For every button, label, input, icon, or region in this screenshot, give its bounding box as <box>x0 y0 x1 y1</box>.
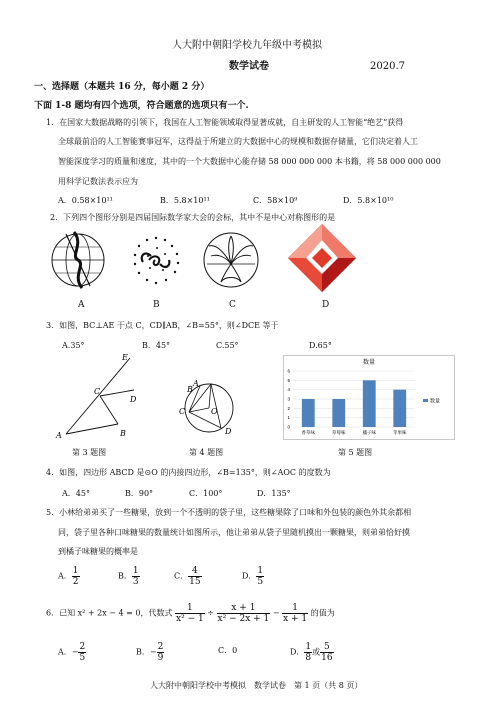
fig3-point-d: D <box>130 395 137 404</box>
y-tick-label: 2 <box>287 405 290 411</box>
fig3-point-c: C <box>94 387 101 396</box>
y-tick-label: 3 <box>287 396 290 402</box>
fig4-point-d: D <box>225 427 232 436</box>
logo-d-red-square-icon <box>286 222 358 294</box>
header-date: 2020.7 <box>370 61 405 72</box>
q3-option-c: C.55° <box>216 341 239 350</box>
x-tick-label: 香草味 <box>301 430 315 435</box>
legend-swatch <box>423 399 428 402</box>
q1-line4: 用科学记数法表示应为 <box>58 177 138 186</box>
q6-option-a: A．− $\frac{2}{5}$ <box>58 642 86 663</box>
q2-text: 2．下列四个图形分别是四届国际数学家大会的会标，其中不是中心对称图形的是 <box>50 213 336 222</box>
figure-3 <box>50 352 150 442</box>
section-instruction: 下面 1-8 题均有四个选项，符合题意的选项只有一个. <box>34 101 249 111</box>
q3-option-a: A.35° <box>62 341 85 350</box>
fig3-point-b: B <box>120 429 126 438</box>
q5-option-a: A． $\frac{1}{2}$ <box>58 566 79 587</box>
fig4-point-b: B <box>187 385 193 394</box>
q1-line2: 全球最前沿的人工智能赛事冠军，这得益于所建立的大数据中心的规模和数据存储量，它们决定着人工 <box>58 137 418 146</box>
q3-option-d: D.65° <box>309 341 332 350</box>
header-title: 人大附中朝阳学校九年级中考模拟 <box>172 40 322 51</box>
q5-line2: 同，袋子里各种口味糖果的数量统计如图所示，他让弟弟从袋子里随机摸出一颗糖果，则弟弟恰好摸 <box>58 528 410 537</box>
q3-text: 3．如图，BC⊥AE 于点 C，CD∥AB，∠B=55°，则∠DCE 等于 <box>46 321 279 330</box>
fig3-point-a: A <box>56 431 62 440</box>
q5-option-d: D． $\frac{1}{5}$ <box>242 566 264 587</box>
fig5-caption: 第 5 题图 <box>338 448 373 457</box>
q2-label-c: C <box>229 300 236 310</box>
q1-option-b: B．5.8×10¹¹ <box>160 196 210 205</box>
chart-bar <box>393 390 406 427</box>
fig4-point-a: A <box>193 379 199 388</box>
chart-bar <box>332 399 345 427</box>
q1-option-c: C．58×10⁹ <box>253 196 298 205</box>
y-tick-label: 1 <box>287 415 290 421</box>
q2-label-d: D <box>322 300 330 310</box>
y-tick-label: 6 <box>287 368 290 374</box>
chart-bar <box>302 399 315 427</box>
logo-b-spiral-icon <box>127 232 185 290</box>
chart-bar <box>363 380 376 427</box>
q4-option-b: B．90° <box>125 489 154 498</box>
y-tick-label: 5 <box>287 377 290 383</box>
q1-line1: 1．在国家大数据战略的引领下，我国在人工智能领域取得显著成就，自主研发的人工智能“绝艺”获得 <box>46 118 404 127</box>
figure-5-bar-chart <box>283 355 455 440</box>
page-footer: 人大附中朝阳学校中考模拟 数学试卷 第 1 页（共 8 页） <box>150 681 363 690</box>
q4-option-c: C．100° <box>189 489 223 498</box>
logo-a-globe-icon <box>48 230 108 290</box>
x-tick-label: 草莓味 <box>332 430 346 435</box>
q3-option-b: B．45° <box>142 341 171 350</box>
chart-title: 数量 <box>362 360 376 366</box>
q2-label-a: A <box>78 300 85 310</box>
fig4-point-o: O <box>211 407 218 416</box>
x-tick-label: 苹果味 <box>393 430 407 435</box>
fig3-caption: 第 3 题图 <box>72 448 107 457</box>
logo-c-flower-icon <box>201 230 261 290</box>
q6-option-d: D． $\frac{1}{8}$ 或 $\frac{5}{16}$ <box>290 642 333 663</box>
q4-text: 4．如图，四边形 ABCD 是⊙O 的内接四边形，∠B=135°，则∠AOC 的度数为 <box>46 468 331 477</box>
legend-label: 数量 <box>430 398 441 405</box>
figure-4 <box>173 374 243 440</box>
q6-option-b: B．− $\frac{2}{9}$ <box>136 642 164 663</box>
section-heading: 一、选择题（本题共 16 分，每小题 2 分） <box>34 82 210 92</box>
header-subtitle: 数学试卷 <box>229 61 269 72</box>
q4-option-a: A．45° <box>62 489 90 498</box>
q5-line3: 到橘子味糖果的概率是 <box>58 547 138 556</box>
fig3-point-e: E <box>122 353 128 362</box>
q5-option-c: C． $\frac{4}{15}$ <box>174 566 201 587</box>
x-tick-label: 橘子味 <box>362 430 376 435</box>
fig4-point-c: C <box>179 407 186 416</box>
y-tick-label: 4 <box>287 387 290 393</box>
q6-option-c: C．0 <box>218 646 238 655</box>
fig4-caption: 第 4 题图 <box>189 448 224 457</box>
y-tick-label: 0 <box>287 424 290 430</box>
q5-line1: 5．小林给弟弟买了一些糖果，放到一个不透明的袋子里，这些糖果除了口味和外包装的颜色外其余都相 <box>46 508 412 517</box>
q1-option-d: D．5.8×10¹⁰ <box>343 196 394 205</box>
q4-option-d: D．135° <box>257 489 291 498</box>
q1-option-a: A．0.58×10¹¹ <box>58 196 113 205</box>
q6-expression: 6．已知 x² + 2x − 4 = 0，代数式 $\frac{1}{\text{x² − 1}}$ ÷ $\frac{x + 1}{\text{x² − 2x + 1}}$ − $\frac{1}{x + 1}$ 的值为 <box>46 603 335 624</box>
q5-option-b: B． $\frac{1}{3}$ <box>118 566 139 587</box>
q1-line3: 智能深度学习的质量和速度，其中的一个大数据中心能存储 58 000 000 000 本书籍，将 58 000 000 000 <box>58 157 441 166</box>
q2-label-b: B <box>153 300 160 310</box>
